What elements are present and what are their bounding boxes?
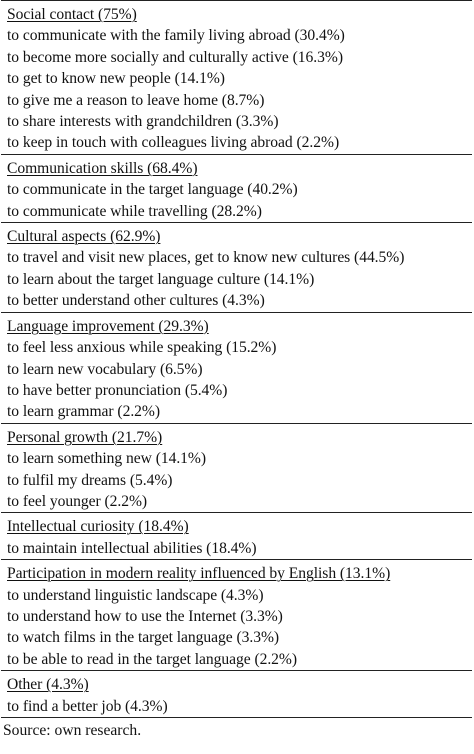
list-item: to learn grammar (2.2%)	[7, 403, 160, 421]
list-item: to understand how to use the Internet (3.3%)	[7, 607, 283, 625]
list-item: to find a better job (4.3%)	[7, 697, 168, 715]
section-cultural-aspects	[1, 223, 472, 313]
motivation-table	[1, 0, 472, 718]
section-heading: Participation in modern reality influenced by English (13.1%)	[7, 565, 391, 583]
list-item: to share interests with grandchildren (3.3%)	[7, 113, 279, 131]
list-item: to maintain intellectual abilities (18.4%)	[7, 539, 257, 557]
section-communication-skills	[1, 155, 472, 223]
section-intellectual-curiosity	[1, 513, 472, 560]
list-item: to get to know new people (14.1%)	[7, 70, 225, 88]
section-heading: Cultural aspects (62.9%)	[7, 228, 161, 246]
section-personal-growth	[1, 424, 472, 514]
section-heading: Other (4.3%)	[7, 676, 89, 694]
list-item: to have better pronunciation (5.4%)	[7, 381, 228, 399]
list-item: to better understand other cultures (4.3%)	[7, 292, 265, 310]
list-item: to feel less anxious while speaking (15.2%)	[7, 339, 277, 357]
list-item: to learn something new (14.1%)	[7, 450, 207, 468]
list-item: to understand linguistic landscape (4.3%)	[7, 586, 264, 604]
list-item: to watch films in the target language (3.3%)	[7, 629, 280, 647]
section-heading: Language improvement (29.3%)	[7, 317, 209, 335]
section-heading: Social contact (75%)	[7, 6, 137, 23]
list-item: to communicate in the target language (40.2%)	[7, 181, 298, 199]
list-item: to keep in touch with colleagues living abroad (2.2%)	[7, 134, 340, 152]
section-heading: Intellectual curiosity (18.4%)	[7, 518, 189, 536]
list-item: to become more socially and culturally active (16.3%)	[7, 48, 343, 66]
section-social-contact	[1, 1, 472, 155]
list-item: to feel younger (2.2%)	[7, 492, 148, 510]
list-item: to travel and visit new places, get to know new cultures (44.5%)	[7, 249, 405, 267]
section-language-improvement	[1, 313, 472, 424]
list-item: to learn new vocabulary (6.5%)	[7, 360, 203, 378]
list-item: to fulfil my dreams (5.4%)	[7, 471, 173, 489]
section-participation-modern-reality	[1, 560, 472, 671]
section-other	[1, 671, 472, 717]
source-note: Source: own research.	[3, 722, 142, 739]
list-item: to be able to read in the target language (2.2%)	[7, 650, 298, 668]
list-item: to learn about the target language culture (14.1%)	[7, 270, 315, 288]
list-item: to communicate with the family living abroad (30.4%)	[7, 27, 345, 45]
list-item: to give me a reason to leave home (8.7%)	[7, 91, 265, 109]
section-heading: Personal growth (21.7%)	[7, 428, 163, 446]
section-heading: Communication skills (68.4%)	[7, 159, 198, 177]
list-item: to communicate while travelling (28.2%)	[7, 202, 262, 220]
